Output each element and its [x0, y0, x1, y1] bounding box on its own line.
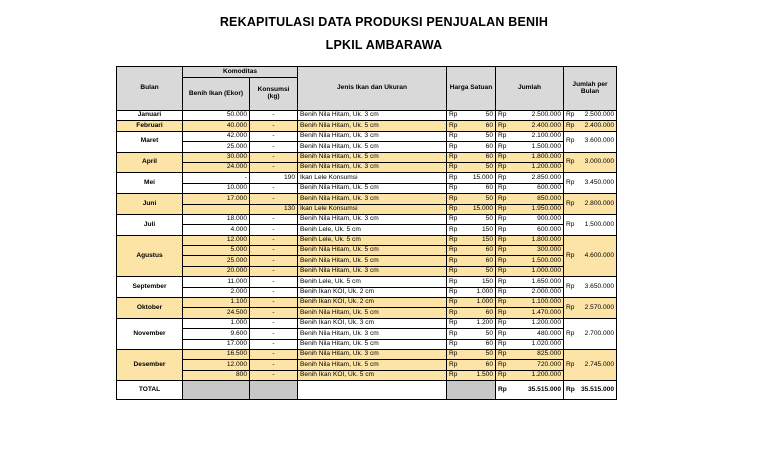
benih-cell: 800 [183, 370, 250, 380]
jumlah-value: 1.500.000 [511, 142, 564, 152]
per-bulan-value: 2.400.000 [579, 121, 617, 131]
per-bulan-value: 2.800.000 [579, 194, 617, 215]
harga-value: 60 [462, 121, 496, 131]
per-bulan-currency: Rp [564, 131, 579, 152]
header-harga: Harga Satuan [447, 67, 496, 111]
harga-value: 150 [462, 235, 496, 245]
per-bulan-currency: Rp [564, 277, 579, 298]
jumlah-currency: Rp [496, 204, 511, 214]
per-bulan-value: 2.700.000 [579, 318, 617, 349]
harga-currency: Rp [447, 308, 462, 318]
harga-currency: Rp [447, 152, 462, 162]
table-row [117, 225, 617, 235]
per-bulan-currency: Rp [564, 173, 579, 194]
per-bulan-currency: Rp [564, 349, 579, 380]
konsumsi-cell: - [250, 131, 298, 141]
harga-currency: Rp [447, 370, 462, 380]
jumlah-value: 1.200.000 [511, 318, 564, 328]
harga-currency: Rp [447, 173, 462, 183]
jenis-cell: Benih Nila Hitam, Uk. 3 cm [298, 214, 447, 224]
per-bulan-value: 3.650.000 [579, 277, 617, 298]
jenis-cell: Benih Lele, Uk. 5 cm [298, 277, 447, 287]
jumlah-value: 1.950.000 [511, 204, 564, 214]
konsumsi-cell: - [250, 183, 298, 193]
konsumsi-cell: - [250, 329, 298, 339]
table-row [117, 111, 617, 121]
benih-cell: 1.100 [183, 298, 250, 308]
header-benih: Benih Ikan (Ekor) [183, 78, 250, 111]
konsumsi-cell: - [250, 225, 298, 235]
header-jenis: Jenis Ikan dan Ukuran [298, 67, 447, 111]
benih-cell: 9.600 [183, 329, 250, 339]
jumlah-currency: Rp [496, 277, 511, 287]
total-jumlah-currency: Rp [496, 381, 511, 400]
harga-currency: Rp [447, 246, 462, 256]
harga-value: 60 [462, 308, 496, 318]
benih-cell: 17.000 [183, 339, 250, 349]
table-row [117, 277, 617, 287]
jumlah-value: 720.000 [511, 360, 564, 370]
jumlah-value: 1.020.000 [511, 339, 564, 349]
benih-cell [183, 204, 250, 214]
jumlah-value: 2.500.000 [511, 111, 564, 121]
per-bulan-currency: Rp [564, 111, 579, 121]
jenis-cell: Benih Ikan KOI, Uk. 2 cm [298, 287, 447, 297]
month-name: Februari [117, 121, 183, 131]
table-row [117, 162, 617, 172]
harga-currency: Rp [447, 183, 462, 193]
jumlah-value: 900.000 [511, 214, 564, 224]
jenis-cell: Benih Nila Hitam, Uk. 3 cm [298, 194, 447, 204]
table-body [117, 111, 617, 381]
jenis-cell: Benih Nila Hitam, Uk. 3 cm [298, 266, 447, 276]
jumlah-value: 600.000 [511, 225, 564, 235]
jenis-cell: Benih Nila Hitam, Uk. 5 cm [298, 152, 447, 162]
jenis-cell: Benih Ikan KOI, Uk. 3 cm [298, 318, 447, 328]
table-row [117, 204, 617, 214]
jumlah-value: 1.500.000 [511, 256, 564, 266]
konsumsi-cell: - [250, 246, 298, 256]
jenis-cell: Benih Nila Hitam, Uk. 5 cm [298, 339, 447, 349]
harga-currency: Rp [447, 256, 462, 266]
harga-currency: Rp [447, 204, 462, 214]
table-row [117, 142, 617, 152]
jenis-cell: Benih Nila Hitam, Uk. 5 cm [298, 183, 447, 193]
konsumsi-cell: - [250, 308, 298, 318]
konsumsi-cell: - [250, 121, 298, 131]
jumlah-currency: Rp [496, 370, 511, 380]
per-bulan-value: 2.500.000 [579, 111, 617, 121]
konsumsi-cell: - [250, 152, 298, 162]
konsumsi-cell: - [250, 339, 298, 349]
konsumsi-cell: - [250, 162, 298, 172]
konsumsi-cell: - [250, 266, 298, 276]
harga-currency: Rp [447, 339, 462, 349]
total-harga-cell [447, 381, 496, 400]
benih-cell: 12.000 [183, 360, 250, 370]
table-row [117, 194, 617, 204]
jenis-cell: Benih Nila Hitam, Uk. 3 cm [298, 162, 447, 172]
table-row [117, 370, 617, 380]
harga-value: 150 [462, 225, 496, 235]
harga-value: 50 [462, 349, 496, 359]
harga-currency: Rp [447, 194, 462, 204]
harga-currency: Rp [447, 287, 462, 297]
month-name: Oktober [117, 298, 183, 319]
page-title: REKAPITULASI DATA PRODUKSI PENJUALAN BENIH [219, 15, 549, 29]
harga-currency: Rp [447, 214, 462, 224]
jumlah-currency: Rp [496, 183, 511, 193]
table-row [117, 339, 617, 349]
jumlah-value: 1.650.000 [511, 277, 564, 287]
harga-value: 150 [462, 277, 496, 287]
benih-cell: 16.500 [183, 349, 250, 359]
jumlah-value: 1.800.000 [511, 235, 564, 245]
table-row [117, 121, 617, 131]
jumlah-value: 850.000 [511, 194, 564, 204]
jumlah-value: 1.000.000 [511, 266, 564, 276]
benih-cell: 10.000 [183, 183, 250, 193]
jumlah-currency: Rp [496, 256, 511, 266]
benih-cell: 24.500 [183, 308, 250, 318]
total-label: TOTAL [117, 381, 183, 400]
konsumsi-cell: - [250, 360, 298, 370]
jenis-cell: Benih Lele, Uk. 5 cm [298, 225, 447, 235]
per-bulan-currency: Rp [564, 152, 579, 173]
header-konsumsi: Konsumsi (kg) [250, 78, 298, 111]
jumlah-currency: Rp [496, 235, 511, 245]
per-bulan-currency: Rp [564, 318, 579, 349]
benih-cell: 12.000 [183, 235, 250, 245]
jenis-cell: Benih Nila Hitam, Uk. 3 cm [298, 111, 447, 121]
table-row [117, 287, 617, 297]
harga-value: 50 [462, 329, 496, 339]
harga-value: 60 [462, 246, 496, 256]
jenis-cell: Benih Nila Hitam, Uk. 3 cm [298, 349, 447, 359]
jumlah-currency: Rp [496, 308, 511, 318]
table-row [117, 235, 617, 245]
konsumsi-cell: - [250, 194, 298, 204]
konsumsi-cell: - [250, 256, 298, 266]
konsumsi-cell: - [250, 370, 298, 380]
benih-cell: 42.000 [183, 131, 250, 141]
konsumsi-cell: 130 [250, 204, 298, 214]
jumlah-value: 1.200.000 [511, 162, 564, 172]
benih-cell: 40.000 [183, 121, 250, 131]
benih-cell: 30.000 [183, 152, 250, 162]
harga-currency: Rp [447, 162, 462, 172]
jumlah-value: 2.000.000 [511, 287, 564, 297]
total-per-bulan-value: 35.515.000 [579, 381, 617, 400]
konsumsi-cell: - [250, 235, 298, 245]
benih-cell: 25.000 [183, 142, 250, 152]
jenis-cell: Benih Nila Hitam, Uk. 5 cm [298, 360, 447, 370]
harga-value: 1.500 [462, 370, 496, 380]
jumlah-value: 600.000 [511, 183, 564, 193]
harga-value: 50 [462, 131, 496, 141]
jumlah-currency: Rp [496, 111, 511, 121]
jenis-cell: Ikan Lele Konsumsi [298, 204, 447, 214]
total-jumlah-value: 35.515.000 [511, 381, 564, 400]
benih-cell: 4.000 [183, 225, 250, 235]
month-name: Mei [117, 173, 183, 194]
per-bulan-currency: Rp [564, 214, 579, 235]
harga-value: 50 [462, 162, 496, 172]
benih-cell: 11.000 [183, 277, 250, 287]
month-name: Maret [117, 131, 183, 152]
harga-value: 50 [462, 266, 496, 276]
month-name: Januari [117, 111, 183, 121]
per-bulan-value: 1.500.000 [579, 214, 617, 235]
month-name: September [117, 277, 183, 298]
month-name: Juni [117, 194, 183, 215]
per-bulan-currency: Rp [564, 121, 579, 131]
konsumsi-cell: - [250, 298, 298, 308]
harga-currency: Rp [447, 349, 462, 359]
jumlah-currency: Rp [496, 246, 511, 256]
jenis-cell: Benih Nila Hitam, Uk. 3 cm [298, 131, 447, 141]
jenis-cell: Benih Ikan KOI, Uk. 2 cm [298, 298, 447, 308]
konsumsi-cell: - [250, 142, 298, 152]
jumlah-currency: Rp [496, 162, 511, 172]
jumlah-value: 2.850.000 [511, 173, 564, 183]
per-bulan-value: 3.000.000 [579, 152, 617, 173]
header-jumlah-per-bulan: Jumlah per Bulan [564, 67, 617, 111]
harga-value: 50 [462, 194, 496, 204]
jumlah-value: 825.000 [511, 349, 564, 359]
harga-value: 50 [462, 111, 496, 121]
jumlah-value: 1.800.000 [511, 152, 564, 162]
harga-currency: Rp [447, 360, 462, 370]
per-bulan-currency: Rp [564, 235, 579, 277]
harga-currency: Rp [447, 225, 462, 235]
jenis-cell: Ikan Lele Konsumsi [298, 173, 447, 183]
jumlah-currency: Rp [496, 142, 511, 152]
benih-cell: 5.000 [183, 246, 250, 256]
harga-value: 60 [462, 360, 496, 370]
benih-cell: 18.000 [183, 214, 250, 224]
harga-currency: Rp [447, 121, 462, 131]
jenis-cell: Benih Nila Hitam, Uk. 5 cm [298, 256, 447, 266]
header-jumlah: Jumlah [496, 67, 564, 111]
benih-cell: 1.000 [183, 318, 250, 328]
harga-currency: Rp [447, 266, 462, 276]
jumlah-currency: Rp [496, 360, 511, 370]
table-row [117, 266, 617, 276]
jumlah-currency: Rp [496, 131, 511, 141]
harga-currency: Rp [447, 329, 462, 339]
jenis-cell: Benih Nila Hitam, Uk. 5 cm [298, 246, 447, 256]
harga-currency: Rp [447, 235, 462, 245]
jumlah-currency: Rp [496, 329, 511, 339]
harga-value: 50 [462, 214, 496, 224]
table-row [117, 152, 617, 162]
harga-value: 60 [462, 183, 496, 193]
konsumsi-cell: - [250, 214, 298, 224]
benih-cell: 20.000 [183, 266, 250, 276]
table-row [117, 183, 617, 193]
table-row [117, 214, 617, 224]
jumlah-currency: Rp [496, 152, 511, 162]
jumlah-value: 480.000 [511, 329, 564, 339]
harga-value: 60 [462, 256, 496, 266]
benih-cell: 2.000 [183, 287, 250, 297]
jenis-cell: Benih Nila Hitam, Uk. 5 cm [298, 142, 447, 152]
table-row [117, 256, 617, 266]
konsumsi-cell: - [250, 349, 298, 359]
table-row [117, 131, 617, 141]
jenis-cell: Benih Ikan KOI, Uk. 5 cm [298, 370, 447, 380]
harga-value: 60 [462, 142, 496, 152]
jumlah-currency: Rp [496, 194, 511, 204]
per-bulan-value: 2.745.000 [579, 349, 617, 380]
benih-cell: - [183, 173, 250, 183]
table-row [117, 360, 617, 370]
jumlah-currency: Rp [496, 266, 511, 276]
month-name: Agustus [117, 235, 183, 277]
per-bulan-value: 3.450.000 [579, 173, 617, 194]
jumlah-currency: Rp [496, 318, 511, 328]
benih-cell: 50.000 [183, 111, 250, 121]
jumlah-currency: Rp [496, 339, 511, 349]
table-row [117, 349, 617, 359]
month-name: Juli [117, 214, 183, 235]
month-name: November [117, 318, 183, 349]
konsumsi-cell: - [250, 111, 298, 121]
total-per-bulan-currency: Rp [564, 381, 579, 400]
harga-value: 1.000 [462, 287, 496, 297]
total-benih-cell [183, 381, 250, 400]
jumlah-currency: Rp [496, 298, 511, 308]
page-subtitle: LPKIL AMBARAWA [325, 38, 443, 52]
jumlah-currency: Rp [496, 173, 511, 183]
harga-value: 15.000 [462, 204, 496, 214]
harga-currency: Rp [447, 277, 462, 287]
jumlah-value: 300.000 [511, 246, 564, 256]
table-row [117, 173, 617, 183]
jenis-cell: Benih Nila Hitam, Uk. 3 cm [298, 329, 447, 339]
jumlah-currency: Rp [496, 214, 511, 224]
jumlah-value: 2.400.000 [511, 121, 564, 131]
jenis-cell: Benih Nila Hitam, Uk. 5 cm [298, 308, 447, 318]
per-bulan-currency: Rp [564, 194, 579, 215]
total-jenis-cell [298, 381, 447, 400]
table-row [117, 308, 617, 318]
konsumsi-cell: - [250, 277, 298, 287]
jumlah-currency: Rp [496, 121, 511, 131]
total-row [117, 381, 617, 400]
harga-currency: Rp [447, 142, 462, 152]
konsumsi-cell: - [250, 318, 298, 328]
header-komoditas: Komoditas [183, 67, 298, 78]
harga-value: 60 [462, 339, 496, 349]
per-bulan-value: 4.600.000 [579, 235, 617, 277]
benih-cell: 25.000 [183, 256, 250, 266]
harga-value: 1.000 [462, 298, 496, 308]
jumlah-currency: Rp [496, 287, 511, 297]
jumlah-value: 1.200.000 [511, 370, 564, 380]
benih-cell: 24.000 [183, 162, 250, 172]
harga-value: 15.000 [462, 173, 496, 183]
konsumsi-cell: 190 [250, 173, 298, 183]
header-bulan: Bulan [117, 67, 183, 111]
per-bulan-currency: Rp [564, 298, 579, 319]
jumlah-value: 1.100.000 [511, 298, 564, 308]
konsumsi-cell: - [250, 287, 298, 297]
table-row [117, 329, 617, 339]
harga-currency: Rp [447, 298, 462, 308]
jumlah-currency: Rp [496, 225, 511, 235]
per-bulan-value: 3.600.000 [579, 131, 617, 152]
harga-value: 1.200 [462, 318, 496, 328]
harga-currency: Rp [447, 318, 462, 328]
total-konsumsi-cell [250, 381, 298, 400]
harga-currency: Rp [447, 111, 462, 121]
harga-currency: Rp [447, 131, 462, 141]
table-row [117, 318, 617, 328]
table-row [117, 298, 617, 308]
month-name: Desember [117, 349, 183, 380]
table-row [117, 246, 617, 256]
jumlah-value: 2.100.000 [511, 131, 564, 141]
production-sales-table [116, 66, 617, 400]
month-name: April [117, 152, 183, 173]
per-bulan-value: 2.570.000 [579, 298, 617, 319]
jumlah-currency: Rp [496, 349, 511, 359]
jumlah-value: 1.470.000 [511, 308, 564, 318]
jenis-cell: Benih Lele, Uk. 5 cm [298, 235, 447, 245]
benih-cell: 17.000 [183, 194, 250, 204]
jenis-cell: Benih Nila Hitam, Uk. 5 cm [298, 121, 447, 131]
harga-value: 60 [462, 152, 496, 162]
